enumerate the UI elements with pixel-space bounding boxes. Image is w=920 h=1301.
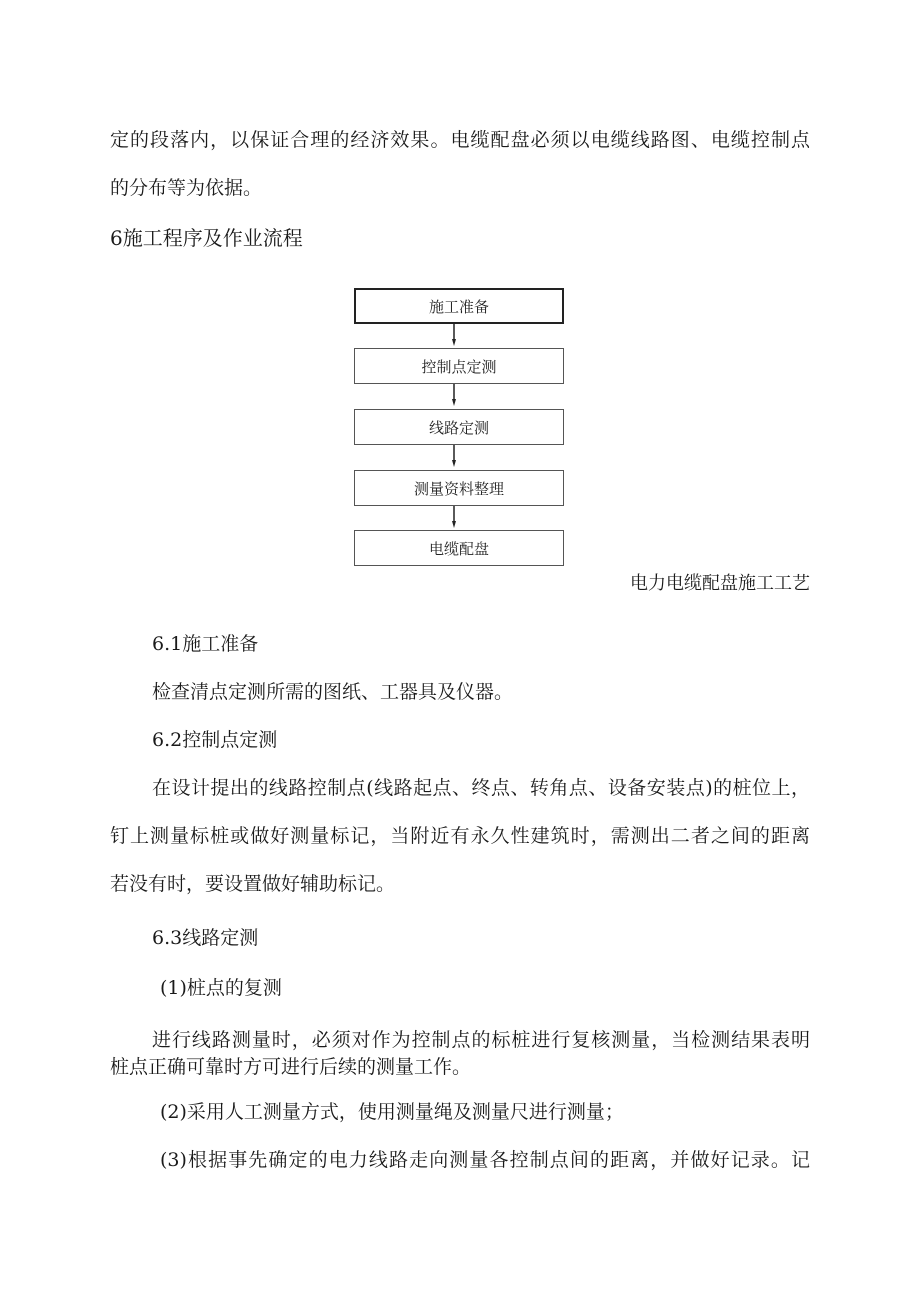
flow-step-4: 测量资料整理 bbox=[354, 470, 564, 506]
section-6-3-item-3: (3)根据事先确定的电力线路走向测量各控制点间的距离，并做好记录。记 bbox=[160, 1149, 810, 1171]
flow-arrow-2 bbox=[452, 384, 456, 406]
section-6-heading: 6施工程序及作业流程 bbox=[110, 226, 303, 250]
flow-step-1: 施工准备 bbox=[354, 288, 564, 324]
section-6-2-heading: 6.2控制点定测 bbox=[152, 729, 278, 751]
section-6-2-line-2: 钉上测量标桩或做好测量标记，当附近有永久性建筑时，需测出二者之间的距离 bbox=[110, 825, 810, 847]
flow-step-3: 线路定测 bbox=[354, 409, 564, 445]
flowchart-caption: 电力电缆配盘施工工艺 bbox=[630, 573, 810, 594]
section-6-3-item-2: (2)采用人工测量方式，使用测量绳及测量尺进行测量； bbox=[160, 1101, 624, 1123]
section-6-3-item-1-line-2: 桩点正确可靠时方可进行后续的测量工作。 bbox=[110, 1056, 472, 1078]
section-6-2-line-1: 在设计提出的线路控制点(线路起点、终点、转角点、设备安装点)的桩位上， bbox=[152, 777, 810, 799]
section-6-2-line-3: 若没有时，要设置做好辅助标记。 bbox=[110, 873, 396, 895]
flow-arrow-3 bbox=[452, 445, 456, 467]
section-6-3-heading: 6.3线路定测 bbox=[152, 927, 259, 949]
intro-line-1: 定的段落内，以保证合理的经济效果。电缆配盘必须以电缆线路图、电缆控制点 bbox=[110, 129, 810, 151]
section-6-3-item-1-line-1: 进行线路测量时，必须对作为控制点的标桩进行复核测量，当检测结果表明 bbox=[152, 1029, 810, 1051]
intro-line-2: 的分布等为依据。 bbox=[110, 177, 263, 199]
flow-step-5: 电缆配盘 bbox=[354, 530, 564, 566]
flow-arrow-4 bbox=[452, 506, 456, 528]
flow-step-2: 控制点定测 bbox=[354, 348, 564, 384]
section-6-1-heading: 6.1施工准备 bbox=[152, 633, 259, 655]
section-6-3-item-1-heading: (1)桩点的复测 bbox=[160, 977, 282, 999]
section-6-1-text: 检查清点定测所需的图纸、工器具及仪器。 bbox=[152, 681, 514, 703]
flow-arrow-1 bbox=[452, 324, 456, 346]
